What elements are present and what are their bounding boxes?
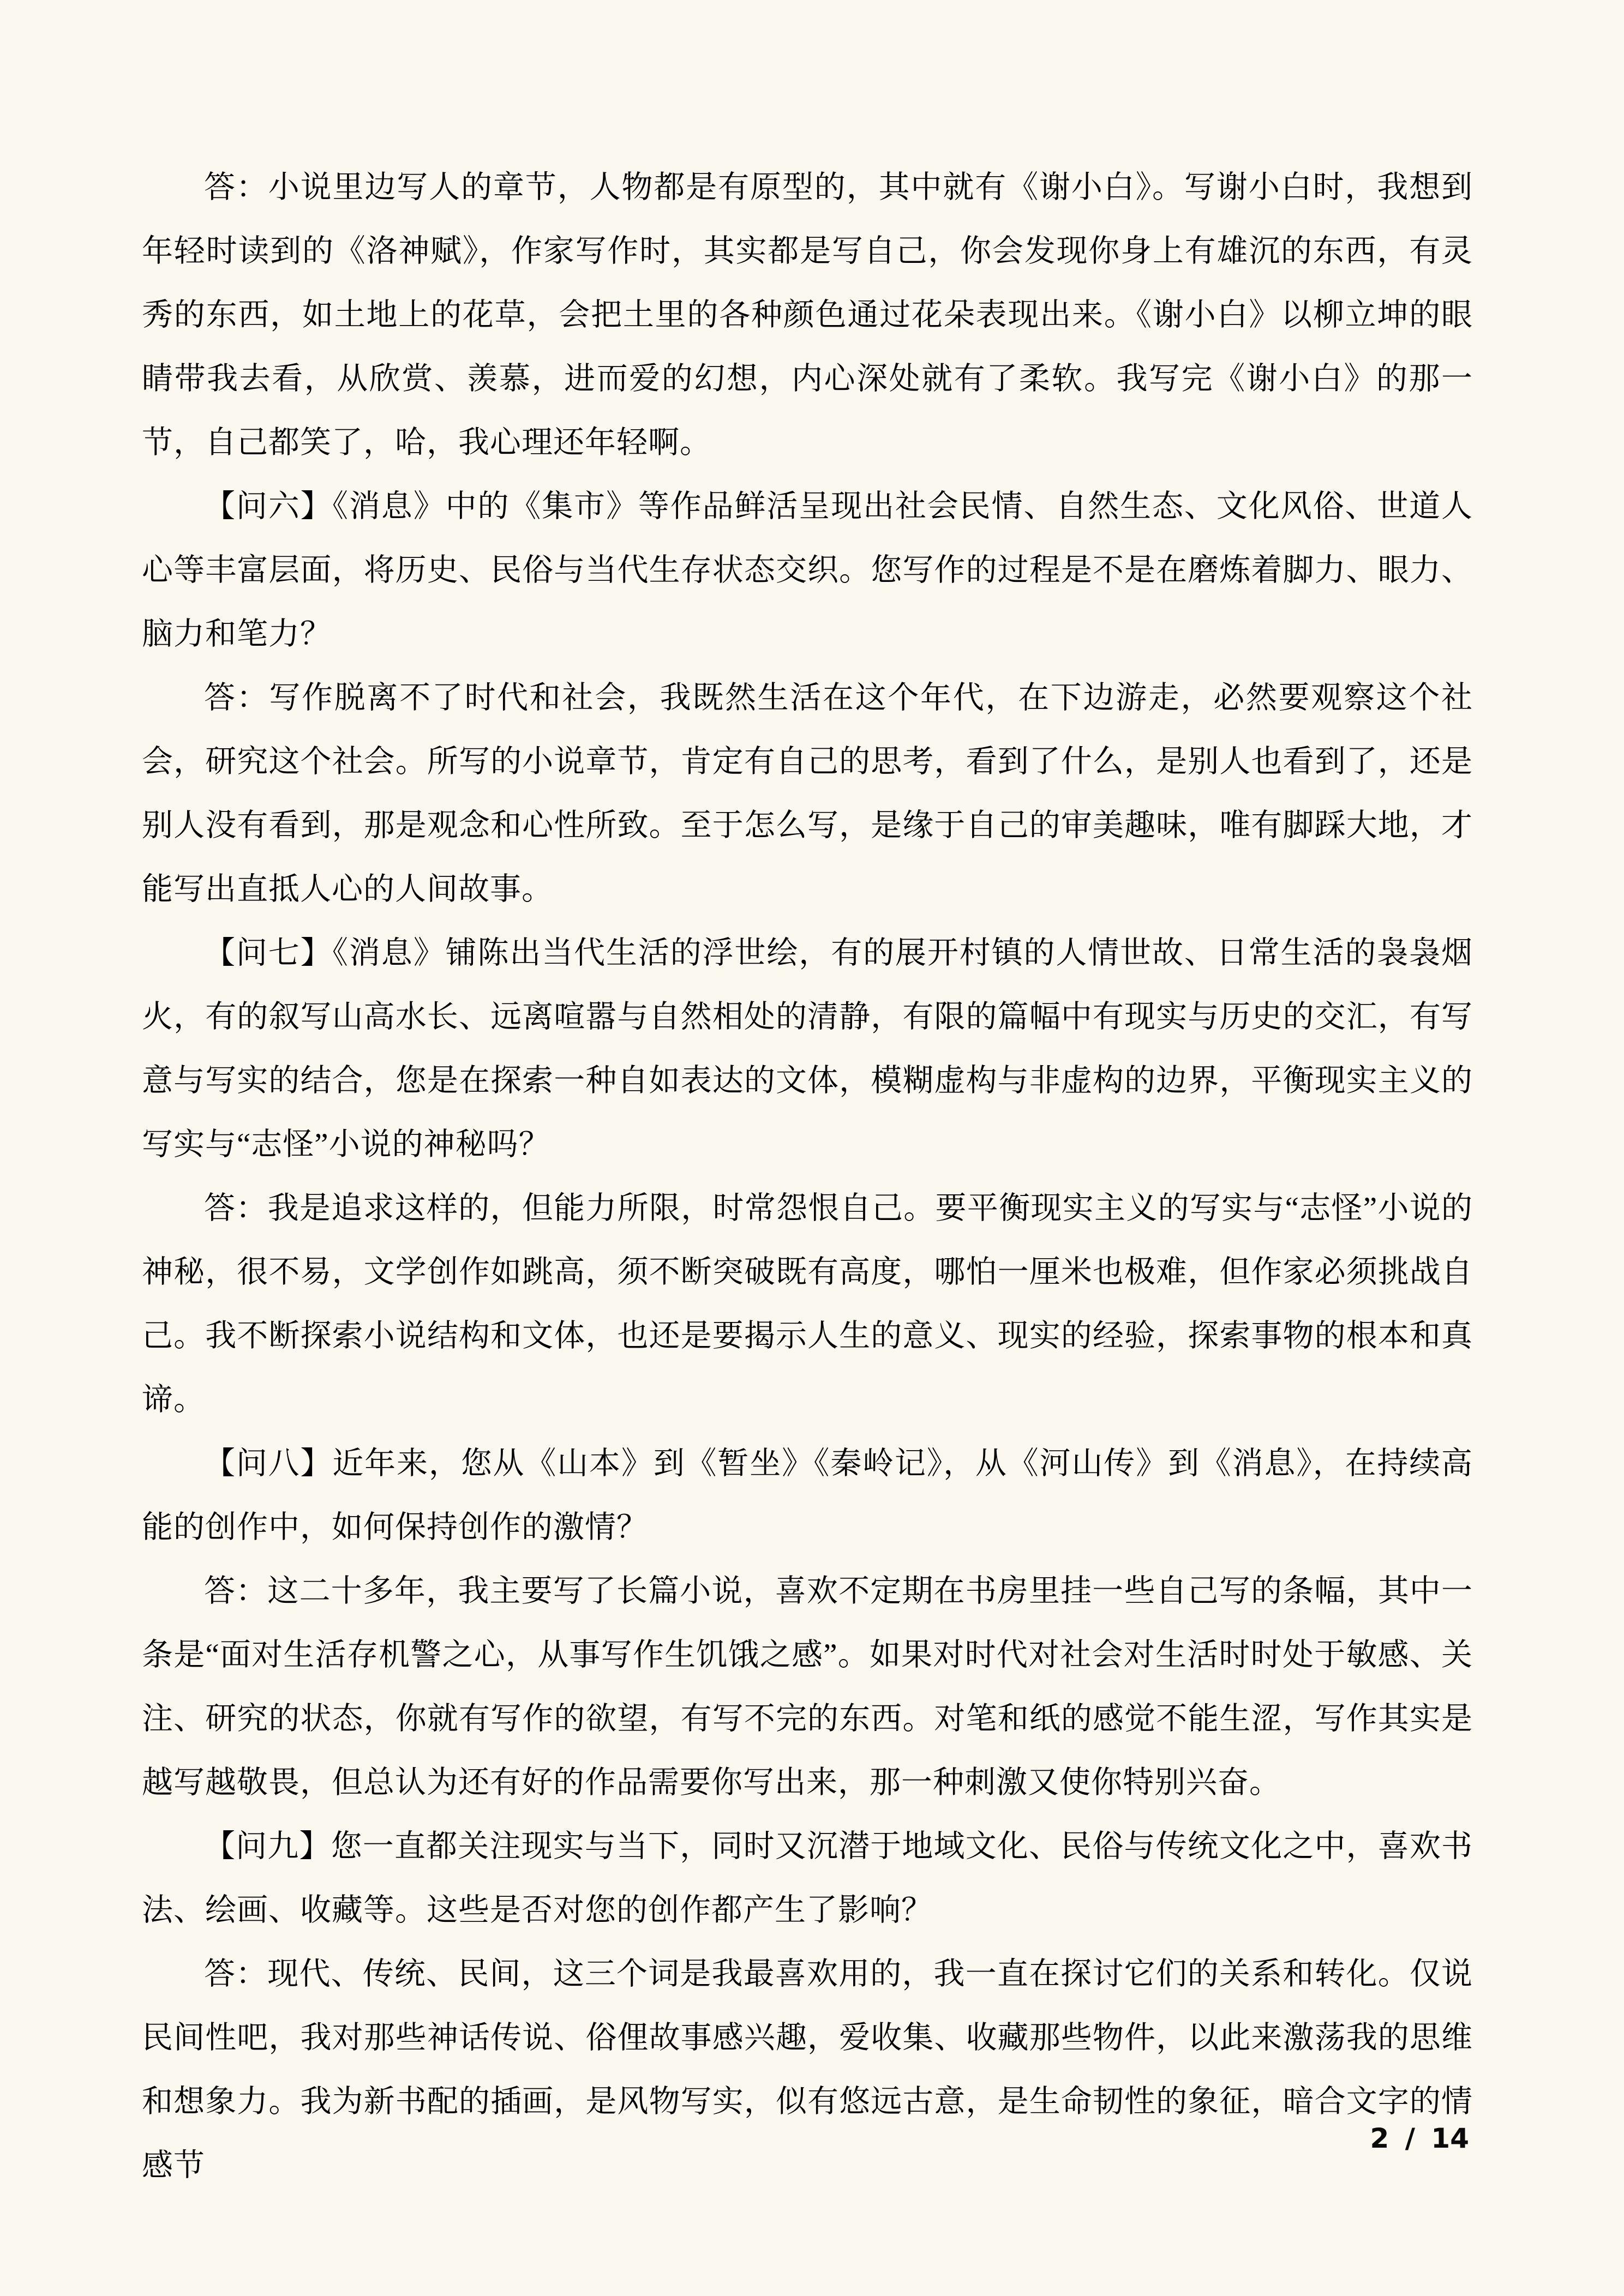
paragraph-question-6: 【问八】近年来，您从《山本》到《暂坐》《秦岭记》，从《河山传》到《消息》，在持续高能的创作中，如何保持创作的激情？: [142, 1446, 1473, 1544]
paragraph-answer-7: 答：这二十多年，我主要写了长篇小说，喜欢不定期在书房里挂一些自己写的条幅，其中一条是“面对生活存机警之心，从事写作生饥饿之感”。如果对时代对社会对生活时时处于敏感、关注、研究的状态，你就有写作的欲望，有写不完的东西。对笔和纸的感觉不能生涩，写作其实是越写越敬畏，但总认为还有好的作品需要你写出来，那一种刺激又使你特别兴奋。: [142, 1574, 1473, 1800]
paragraph-question-2: 【问六】《消息》中的《集市》等作品鲜活呈现出社会民情、自然生态、文化风俗、世道人心等丰富层面，将历史、民俗与当代生存状态交织。您写作的过程是不是在磨炼着脚力、眼力、脑力和笔力？: [142, 489, 1473, 651]
page-number: 2 / 14: [1370, 2123, 1469, 2154]
paragraph-answer-9: 答：现代、传统、民间，这三个词是我最喜欢用的，我一直在探讨它们的关系和转化。仅说民间性吧，我对那些神话传说、俗俚故事感兴趣，爱收集、收藏那些物件，以此来激荡我的思维和想象力。我为新书配的插画，是风物写实，似有悠远古意，是生命韧性的象征，暗合文字的情感节: [142, 1957, 1473, 2183]
paragraph-answer-1: 答：小说里边写人的章节，人物都是有原型的，其中就有《谢小白》。写谢小白时，我想到年轻时读到的《洛神赋》，作家写作时，其实都是写自己，你会发现你身上有雄沉的东西，有灵秀的东西，如土地上的花草，会把土里的各种颜色通过花朵表现出来。《谢小白》以柳立坤的眼睛带我去看，从欣赏、羡慕，进而爱的幻想，内心深处就有了柔软。我写完《谢小白》的那一节，自己都笑了，哈，我心理还年轻啊。: [142, 170, 1473, 460]
paragraph-answer-5: 答：我是追求这样的，但能力所限，时常怨恨自己。要平衡现实主义的写实与“志怪”小说的神秘，很不易，文学创作如跳高，须不断突破既有高度，哪怕一厘米也极难，但作家必须挑战自己。我不断探索小说结构和文体，也还是要揭示人生的意义、现实的经验，探索事物的根本和真谛。: [142, 1191, 1473, 1417]
paragraph-question-8: 【问九】您一直都关注现实与当下，同时又沉潜于地域文化、民俗与传统文化之中，喜欢书法、绘画、收藏等。这些是否对您的创作都产生了影响？: [142, 1829, 1473, 1927]
paragraph-answer-3: 答：写作脱离不了时代和社会，我既然生活在这个年代，在下边游走，必然要观察这个社会，研究这个社会。所写的小说章节，肯定有自己的思考，看到了什么，是别人也看到了，还是别人没有看到，那是观念和心性所致。至于怎么写，是缘于自己的审美趣味，唯有脚踩大地，才能写出直抵人心的人间故事。: [142, 681, 1473, 906]
paragraph-question-4: 【问七】《消息》铺陈出当代生活的浮世绘，有的展开村镇的人情世故、日常生活的袅袅烟火，有的叙写山高水长、远离喧嚣与自然相处的清静，有限的篇幅中有现实与历史的交汇，有写意与写实的结合，您是在探索一种自如表达的文体，模糊虚构与非虚构的边界，平衡现实主义的写实与“志怪”小说的神秘吗？: [142, 936, 1473, 1162]
text-area: [142, 155, 1473, 2197]
